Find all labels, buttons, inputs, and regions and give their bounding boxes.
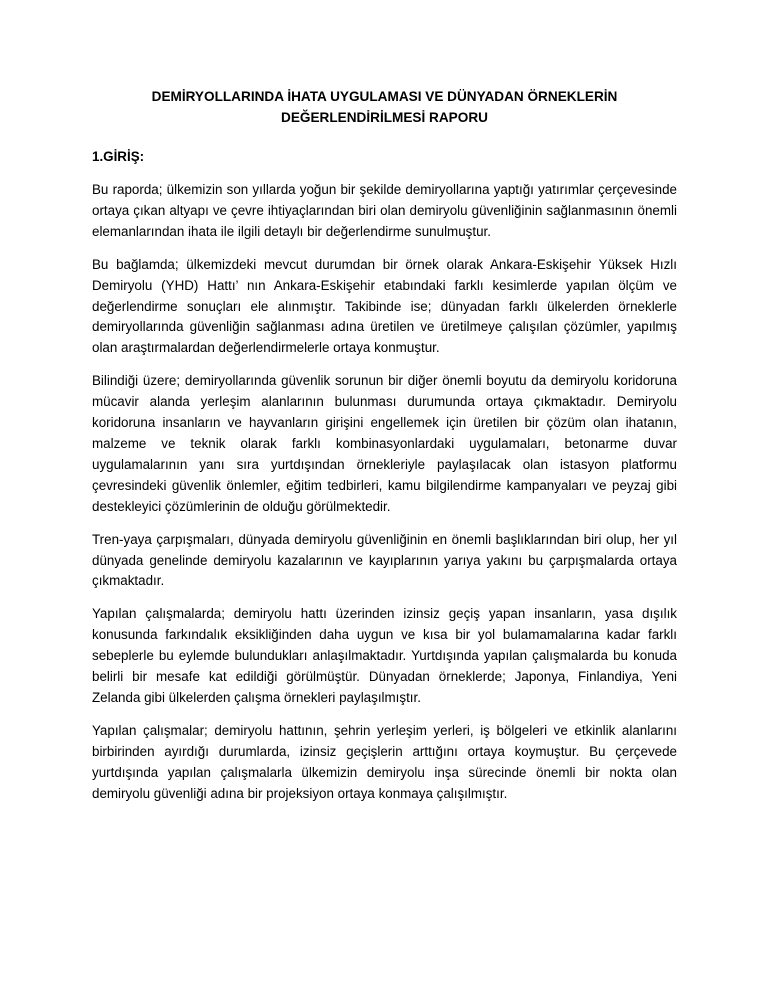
paragraph-2: Bu bağlamda; ülkemizdeki mevcut durumdan bir örnek olarak Ankara-Eskişehir Yüksek Hızlı Demiryolu (YHD) Hattı’ nın Ankara-Eskişehir etabındaki farklı kesimlerde yapılan ölçüm ve değerlendirme sonuçları ele alınmıştır. Takibinde ise; dünyadan farklı ülkelerden örneklerle demiryollarında güvenliğin sağlanması adına üretilen ve üretilmeye çalışılan çözümler, yapılmış olan araştırmalardan değerlendirmelerle ortaya konmuştur. bbox=[92, 256, 677, 356]
paragraph-4: Tren-yaya çarpışmaları, dünyada demiryolu güvenliğinin en önemli başlıklarından biri olup, her yıl dünyada genelinde demiryolu kazalarının ve kayıplarının yarıya yakını bu çarpışmalarda ortaya çıkmaktadır. bbox=[92, 531, 677, 589]
document-page bbox=[92, 86, 677, 816]
paragraph-6: Yapılan çalışmalar; demiryolu hattının, şehrin yerleşim yerleri, iş bölgeleri ve etkinlik alanlarını birbirinden ayırdığı durumlarda, izinsiz geçişlerin arttığını ortaya koymuştur. Bu çerçevede yurtdışında yapılan çalışmalarla ülkemizin demiryolu inşa sürecinde önemli bir nokta olan demiryolu güvenliği adına bir projeksiyon ortaya konmaya çalışılmıştır. bbox=[92, 722, 677, 801]
paragraph-1: Bu raporda; ülkemizin son yıllarda yoğun bir şekilde demiryollarına yaptığı yatırımlar çerçevesinde ortaya çıkan altyapı ve çevre ihtiyaçlarından biri olan demiryolu güvenliğinin sağlanmasının önemli elemanlarından ihata ile ilgili detaylı bir değerlendirme sunulmuştur. bbox=[92, 182, 677, 239]
title-line-1: DEMİRYOLLARINDA İHATA UYGULAMASI VE DÜNYADAN ÖRNEKLERİN bbox=[151, 89, 618, 104]
paragraph-3: Bilindiği üzere; demiryollarında güvenlik sorunun bir diğer önemli boyutu da demiryolu koridoruna mücavir alanda yerleşim alanlarının bulunması durumunda ortaya çıkmaktadır. Demiryolu koridoruna insanların ve hayvanların girişini engellemek için üretilen bir çözüm olan ihatanın, malzeme ve teknik olarak farklı kombinasyonlardaki uygulamaları, betonarme duvar uygulamalarının yanı sıra yurtdışından örnekleriyle paylaşılacak olan istasyon platformu çevresindeki güvenlik önlemler, eğitim tedbirleri, kamu bilgilendirme kampanyaları ve peyzaj gibi destekleyici çözümlerinin de olduğu görülmektedir. bbox=[92, 373, 677, 514]
section-heading-introduction: 1.GİRİŞ: bbox=[92, 149, 145, 164]
paragraph-5: Yapılan çalışmalarda; demiryolu hattı üzerinden izinsiz geçiş yapan insanların, yasa dışılık konusunda farkındalık eksikliğinden daha uygun ve kısa bir yol bulamamalarına kadar farklı sebeplerle bu eylemde bulundukları anlaşılmaktadır. Yurtdışında yapılan çalışmalarda bu konuda belirli bir mesafe kat edildiği görülmüştür. Dünyadan örneklerde; Japonya, Finlandiya, Yeni Zelanda gibi ülkelerden çalışma örnekleri paylaşılmıştır. bbox=[92, 606, 677, 705]
title-line-2: DEĞERLENDİRİLMESİ RAPORU bbox=[281, 110, 488, 125]
document-title bbox=[92, 86, 677, 128]
